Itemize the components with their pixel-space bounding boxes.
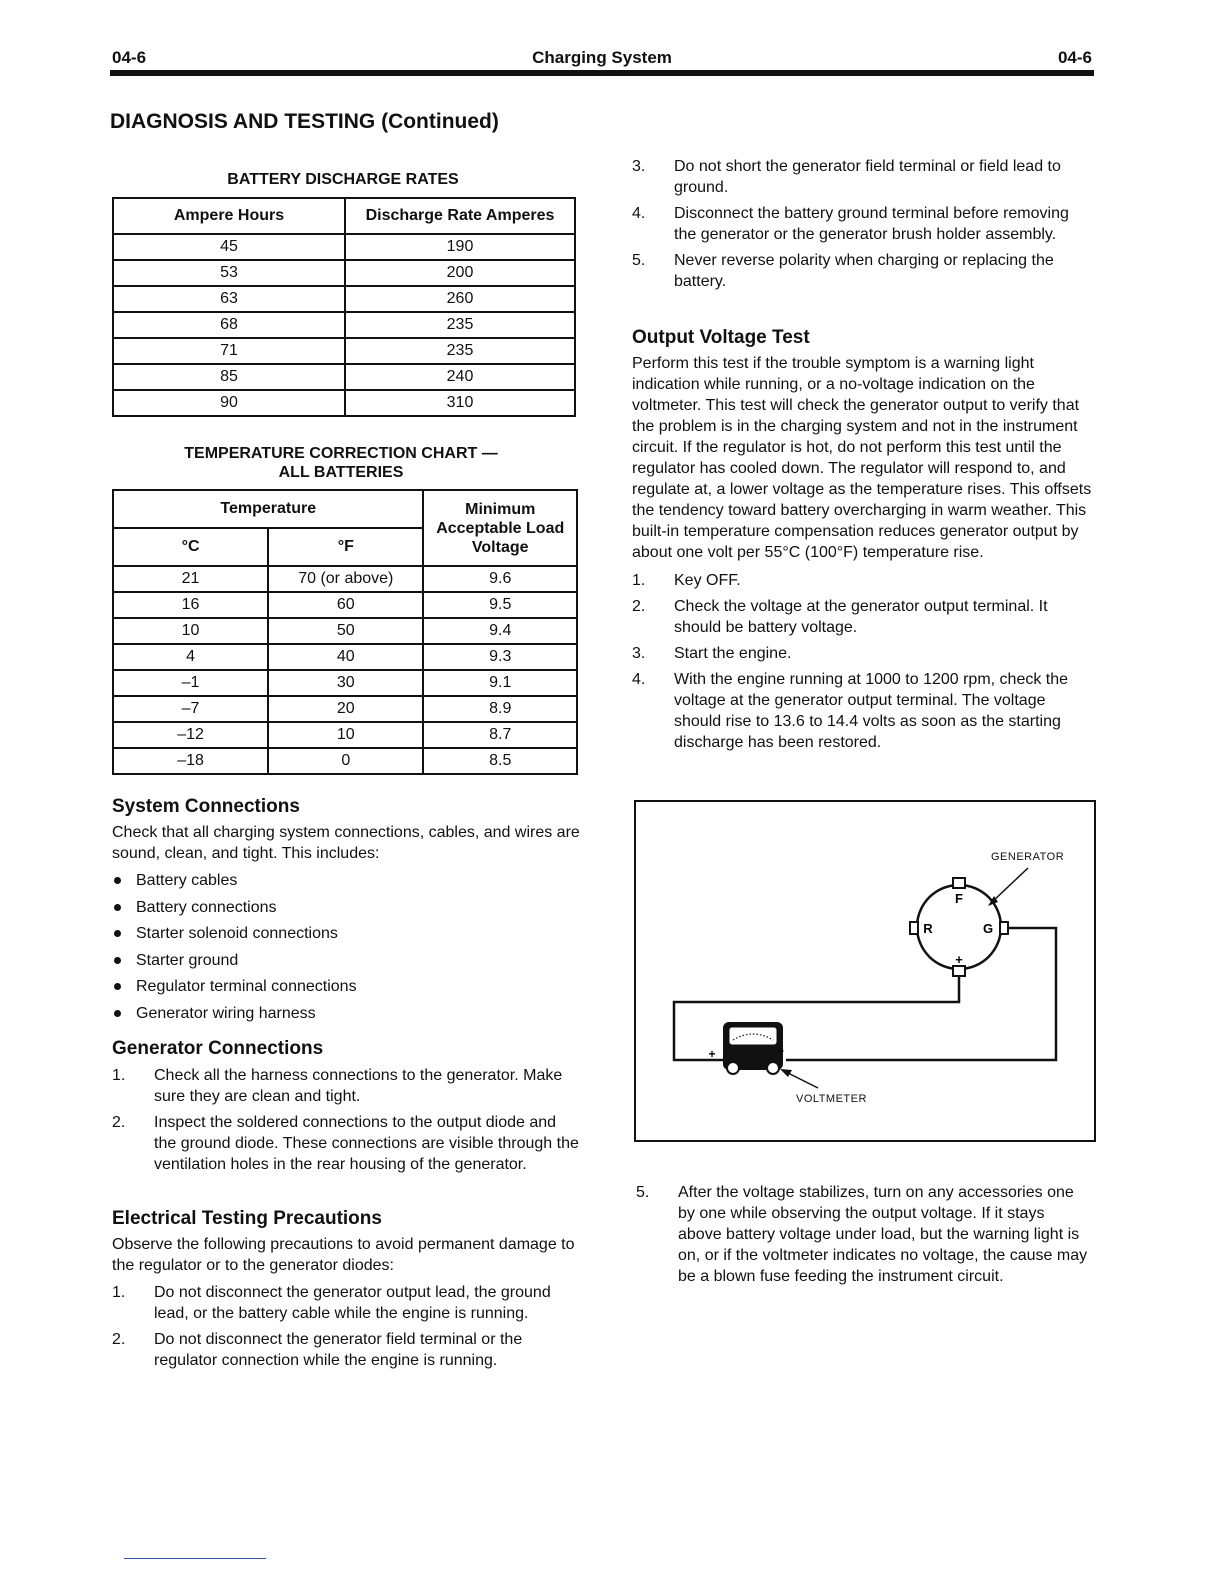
list-item xyxy=(632,596,1092,638)
generator-connections-heading: Generator Connections xyxy=(112,1038,324,1059)
table-cell: 60 xyxy=(268,592,423,618)
voltmeter-diagram xyxy=(634,800,1096,1142)
electrical-precautions-list-b xyxy=(632,156,1092,292)
discharge-header-rate: Discharge Rate Amperes xyxy=(345,198,575,234)
list-item xyxy=(112,1329,580,1371)
list-text: With the engine running at 1000 to 1200 rpm, check the voltage at the generator output terminal. The voltage should rise to 13.6 to 14.4 volts as soon as the starting discharge has been restored. xyxy=(674,671,1069,751)
terminal-f-post xyxy=(953,878,965,888)
list-number: 2. xyxy=(112,1331,126,1348)
output-voltage-test-step5 xyxy=(636,1182,1092,1292)
electrical-precautions-heading: Electrical Testing Precautions xyxy=(112,1208,382,1229)
list-item: Starter solenoid connections xyxy=(112,923,580,944)
generator-label: GENERATOR xyxy=(991,851,1065,863)
table-cell: 70 (or above) xyxy=(268,566,423,592)
list-text: Key OFF. xyxy=(674,572,741,589)
list-number: 4. xyxy=(632,671,646,688)
system-connections-section xyxy=(112,796,580,1029)
voltmeter-minus-terminal xyxy=(767,1062,779,1074)
temp-table-caption-2: ALL BATTERIES xyxy=(278,464,404,481)
list-text: Check all the harness connections to the generator. Make sure they are clean and tight. xyxy=(154,1067,563,1105)
electrical-precautions-section xyxy=(112,1208,580,1376)
temp-header-voltage: Minimum Acceptable Load Voltage xyxy=(423,490,577,566)
page-header xyxy=(112,46,1092,70)
list-text: After the voltage stabilizes, turn on any accessories one by one while observing the output voltage. If it stays above battery voltage under load, but the warning light is on, or if the voltmeter indicates no voltage, the cause may be a blown fuse feeding the instrument circuit. xyxy=(678,1184,1088,1285)
list-item: Regulator terminal connections xyxy=(112,976,580,997)
table-cell: 10 xyxy=(268,722,423,748)
electrical-precautions-list-a xyxy=(112,1282,580,1371)
electrical-precautions-intro: Observe the following precautions to avoid permanent damage to the regulator or to the generator diodes: xyxy=(112,1236,575,1274)
list-text: Do not disconnect the generator output lead, the ground lead, or the battery cable while the engine is running. xyxy=(154,1284,551,1322)
header-title: Charging System xyxy=(532,48,672,67)
table-cell: 0 xyxy=(268,748,423,774)
voltmeter-diagram-svg xyxy=(636,802,1094,1140)
table-cell: 240 xyxy=(345,364,575,390)
header-page-left: 04-6 xyxy=(112,48,147,67)
table-cell: 85 xyxy=(113,364,345,390)
table-cell: 68 xyxy=(113,312,345,338)
list-item xyxy=(112,1282,580,1324)
header-page-right: 04-6 xyxy=(1057,48,1092,67)
list-number: 1. xyxy=(112,1067,126,1084)
table-cell: 310 xyxy=(345,390,575,416)
list-text: Never reverse polarity when charging or replacing the battery. xyxy=(674,252,1054,290)
terminal-plus-label: + xyxy=(955,952,963,967)
output-voltage-test-section xyxy=(632,327,1092,758)
list-item xyxy=(632,203,1092,245)
terminal-plus-post xyxy=(953,966,965,976)
list-item xyxy=(112,1112,580,1175)
list-number: 1. xyxy=(112,1284,126,1301)
list-item xyxy=(632,250,1092,292)
list-item: Starter ground xyxy=(112,950,580,971)
list-text: Do not disconnect the generator field terminal or the regulator connection while the engine is running. xyxy=(154,1331,523,1369)
output-voltage-test-steps xyxy=(632,570,1092,753)
output-voltage-test-steps-continued xyxy=(636,1182,1092,1287)
terminal-f-label: F xyxy=(955,891,963,906)
generator-pointer xyxy=(992,868,1028,902)
table-cell: 9.4 xyxy=(423,618,577,644)
table-cell: 16 xyxy=(113,592,268,618)
voltmeter-plus-label: + xyxy=(708,1047,716,1061)
table-cell: 90 xyxy=(113,390,345,416)
list-text: Do not short the generator field terminal or field lead to ground. xyxy=(674,158,1061,196)
list-item xyxy=(632,669,1092,753)
terminal-g-label: G xyxy=(982,921,994,936)
list-text: Check the voltage at the generator output terminal. It should be battery voltage. xyxy=(674,598,1048,636)
voltmeter-minus-label: - xyxy=(780,1043,784,1057)
list-number: 5. xyxy=(632,252,646,269)
table-cell: 20 xyxy=(268,696,423,722)
table-cell: 8.7 xyxy=(423,722,577,748)
list-number: 2. xyxy=(112,1114,126,1131)
table-cell: 21 xyxy=(113,566,268,592)
list-item xyxy=(636,1182,1092,1287)
table-cell: 10 xyxy=(113,618,268,644)
output-voltage-test-intro: Perform this test if the trouble symptom is a warning light indication while running, or a no-voltage indication on the voltmeter. This test will check the generator output to verify that the problem is in the charging system and not in the instrument circuit. If the regulator is hot, do not perform this test until the regulator has cooled down. The regulator will respond to, and regulate at, a lower voltage as the temperature rises. This offsets the tendency toward battery overcharging in warm weather. This built-in temperature compensation reduces generator output by about one volt per 55°C (100°F) temperature rise. xyxy=(632,355,1092,561)
temp-header-c: °C xyxy=(113,528,268,566)
voltmeter-pointer-head xyxy=(780,1069,792,1077)
voltmeter-label: VOLTMETER xyxy=(796,1093,867,1105)
table-cell: 200 xyxy=(345,260,575,286)
list-item xyxy=(112,1065,580,1107)
table-cell: 71 xyxy=(113,338,345,364)
system-connections-heading: System Connections xyxy=(112,796,300,817)
table-cell: 9.3 xyxy=(423,644,577,670)
list-number: 3. xyxy=(632,158,646,175)
ground-wire xyxy=(674,970,959,1060)
table-cell: 8.5 xyxy=(423,748,577,774)
temp-header-f: °F xyxy=(268,528,423,566)
temp-table-caption-1: TEMPERATURE CORRECTION CHART — xyxy=(184,445,498,462)
table-cell: 4 xyxy=(113,644,268,670)
temp-table xyxy=(112,489,578,775)
output-wire xyxy=(786,928,1056,1060)
table-cell: 63 xyxy=(113,286,345,312)
list-text: Disconnect the battery ground terminal before removing the generator or the generator brush holder assembly. xyxy=(674,205,1069,243)
footer-line xyxy=(124,1558,266,1559)
list-number: 4. xyxy=(632,205,646,222)
output-voltage-test-heading: Output Voltage Test xyxy=(632,327,810,348)
table-cell: 9.5 xyxy=(423,592,577,618)
table-cell: 53 xyxy=(113,260,345,286)
table-cell: –7 xyxy=(113,696,268,722)
discharge-table xyxy=(112,197,576,417)
section-title: DIAGNOSIS AND TESTING (Continued) xyxy=(110,110,499,133)
table-cell: 9.6 xyxy=(423,566,577,592)
voltmeter-pointer xyxy=(786,1072,818,1088)
list-number: 3. xyxy=(632,645,646,662)
generator-connections-list xyxy=(112,1065,580,1175)
header-rule xyxy=(110,70,1094,76)
table-cell: –1 xyxy=(113,670,268,696)
electrical-precautions-continued xyxy=(632,156,1092,297)
list-text: Inspect the soldered connections to the output diode and the ground diode. These connections are visible through the ventilation holes in the rear housing of the generator. xyxy=(154,1114,579,1173)
voltmeter-dial xyxy=(729,1027,777,1045)
list-text: Start the engine. xyxy=(674,645,792,662)
system-connections-intro: Check that all charging system connections, cables, and wires are sound, clean, and tight. This includes: xyxy=(112,824,580,862)
table-cell: 50 xyxy=(268,618,423,644)
table-cell: 235 xyxy=(345,338,575,364)
table-cell: 235 xyxy=(345,312,575,338)
temp-table-block xyxy=(112,444,580,775)
voltmeter-plus-terminal xyxy=(727,1062,739,1074)
list-item: Battery cables xyxy=(112,870,580,891)
list-item xyxy=(632,643,1092,664)
table-cell: 45 xyxy=(113,234,345,260)
temp-header-temperature: Temperature xyxy=(113,490,423,528)
discharge-table-block xyxy=(112,170,580,417)
discharge-table-caption: BATTERY DISCHARGE RATES xyxy=(227,171,459,188)
list-item xyxy=(632,570,1092,591)
list-number: 1. xyxy=(632,572,646,589)
table-cell: 190 xyxy=(345,234,575,260)
system-connections-list xyxy=(112,870,580,1024)
table-cell: 30 xyxy=(268,670,423,696)
list-number: 5. xyxy=(636,1184,650,1201)
table-cell: 9.1 xyxy=(423,670,577,696)
list-item: Battery connections xyxy=(112,897,580,918)
discharge-header-ah: Ampere Hours xyxy=(113,198,345,234)
generator-connections-section xyxy=(112,1038,580,1180)
table-cell: 40 xyxy=(268,644,423,670)
list-item: Generator wiring harness xyxy=(112,1003,580,1024)
table-cell: –12 xyxy=(113,722,268,748)
table-cell: 260 xyxy=(345,286,575,312)
terminal-g-post xyxy=(1000,922,1008,934)
table-cell: 8.9 xyxy=(423,696,577,722)
table-cell: –18 xyxy=(113,748,268,774)
terminal-r-label: R xyxy=(923,921,933,936)
list-item xyxy=(632,156,1092,198)
terminal-r-post xyxy=(910,922,918,934)
list-number: 2. xyxy=(632,598,646,615)
